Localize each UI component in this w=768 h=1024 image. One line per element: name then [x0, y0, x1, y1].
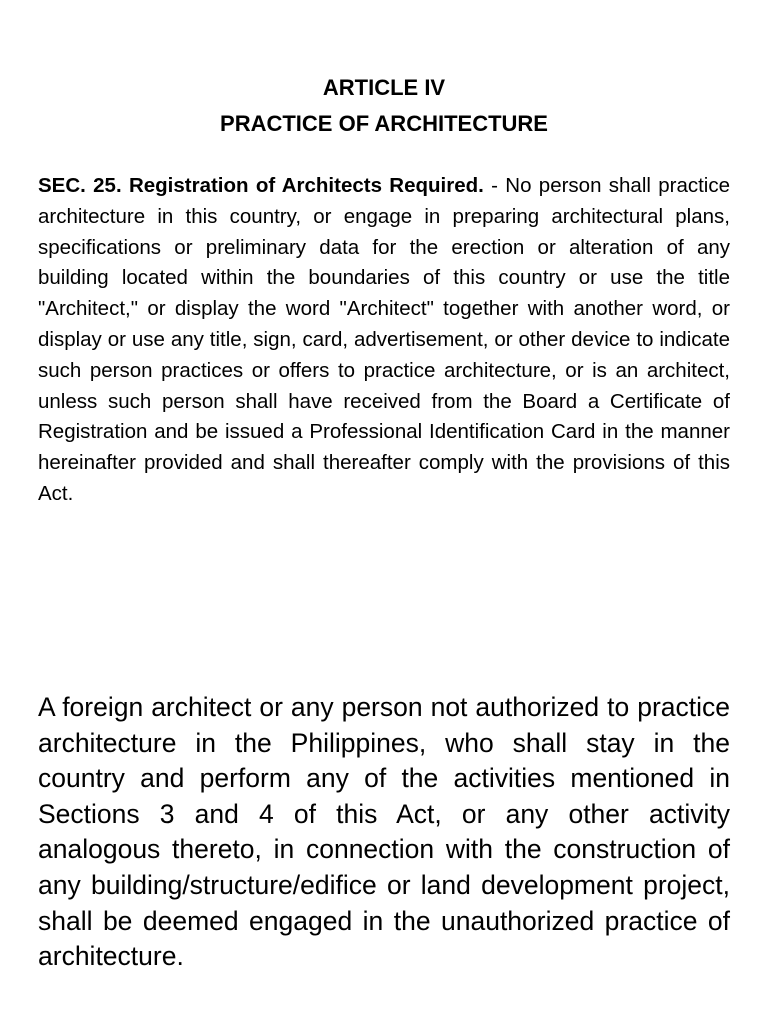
section-body: No person shall practice architecture in this country, or engage in preparing architectural plans, specifications or preliminary data for the erection or alteration of any building located within the boundaries of this country or use the title "Architect," or display the word "Architect" together with another word, or display or use any title, sign, card, advertisement, or other device to indicate such person practices or offers to practice architecture, or is an architect, unless such person shall have received from the Board a Certificate of Registration and be issued a Professional Identification Card in the manner hereinafter provided and shall thereafter comply with the provisions of this Act. — [38, 174, 731, 505]
section-separator: - — [483, 174, 506, 197]
section-25-paragraph — [38, 171, 730, 510]
section-title: SEC. 25. Registration of Architects Required. — [38, 174, 484, 197]
article-title: PRACTICE OF ARCHITECTURE — [220, 111, 548, 136]
foreign-architect-paragraph: A foreign architect or any person not authorized to practice architecture in the Philippines, who shall stay in the country and perform any of the activities mentioned in Sections 3 and 4 of this Act, or any other activity analogous thereto, in connection with the construction of any building/structure/edifice or land development project, shall be deemed engaged in the unauthorized practice of architecture. — [38, 692, 730, 972]
article-number: ARTICLE IV — [322, 75, 446, 100]
